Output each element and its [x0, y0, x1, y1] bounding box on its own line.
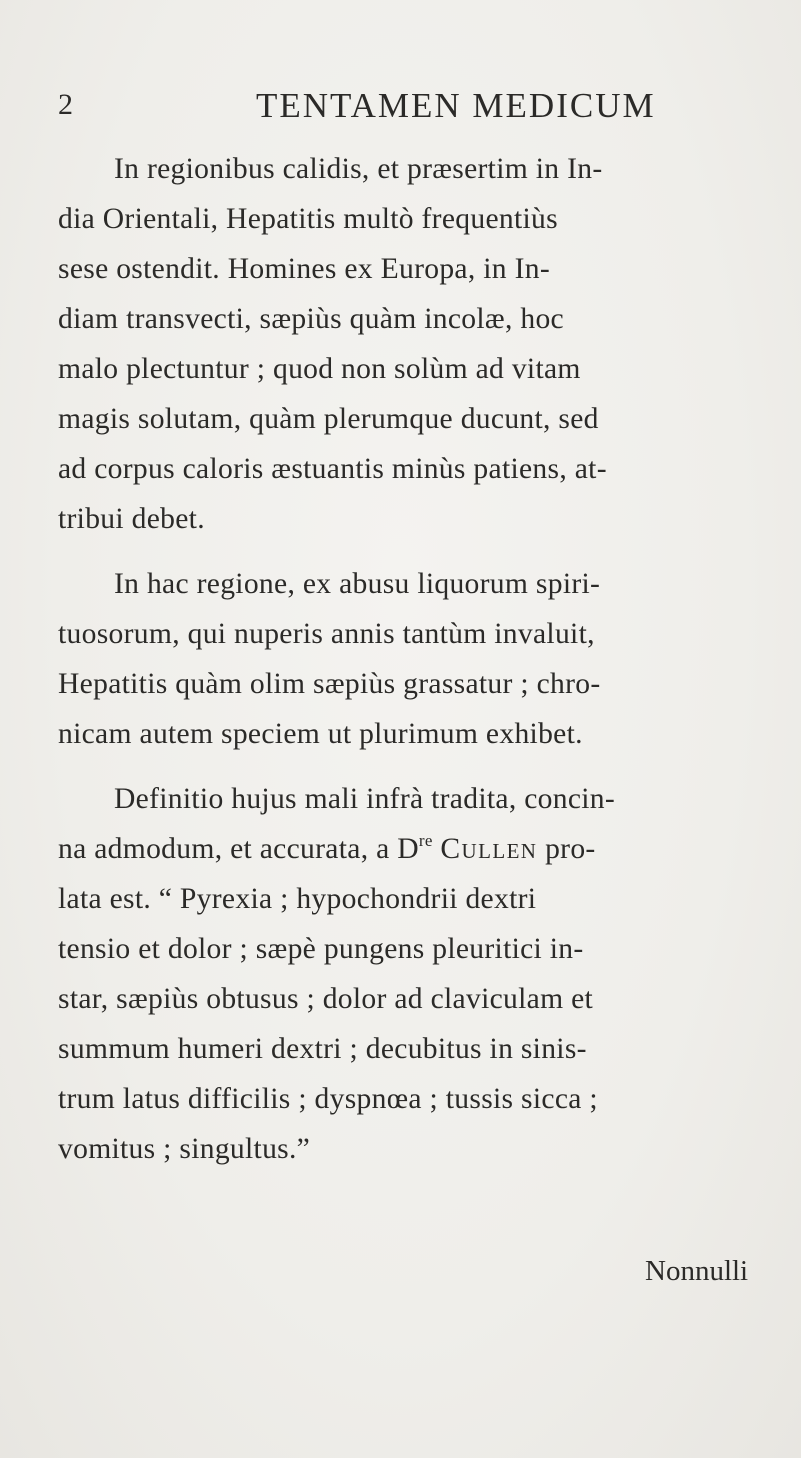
text-line: lata est. “ Pyrexia ; hypochondrii dextri	[58, 883, 537, 915]
text-segment: na admodum, et accurata, a D	[58, 833, 419, 865]
text-line: magis solutam, quàm plerumque ducunt, sed	[58, 403, 599, 435]
text-line: star, sæpiùs obtusus ; dolor ad claviculam et	[58, 983, 594, 1015]
text-line	[58, 824, 794, 874]
paragraph-2	[58, 559, 794, 759]
text-line: summum humeri dextri ; decubitus in sinis-	[58, 1033, 587, 1065]
text-line: In regionibus calidis, et præsertim in In-	[114, 153, 603, 185]
paragraph-1	[58, 144, 794, 544]
page-header	[58, 86, 758, 130]
text-line: trum latus difficilis ; dyspnœa ; tussis sicca ;	[58, 1083, 598, 1115]
author-name: Cullen	[440, 833, 538, 865]
paragraph-3	[58, 774, 794, 1174]
text-line: ad corpus caloris æstuantis minùs patiens, at-	[58, 453, 607, 485]
text-line: nicam autem speciem ut plurimum exhibet.	[58, 718, 583, 750]
page-number: 2	[58, 88, 73, 121]
superscript: re	[418, 831, 433, 850]
text-line: dia Orientali, Hepatitis multò frequentiùs	[58, 203, 558, 235]
text-line: diam transvecti, sæpiùs quàm incolæ, hoc	[58, 303, 564, 335]
text-line: vomitus ; singultus.”	[58, 1133, 311, 1165]
text-line: malo plectuntur ; quod non solùm ad vitam	[58, 353, 581, 385]
running-title: TENTAMEN MEDICUM	[256, 86, 656, 125]
text-segment: pro-	[545, 833, 596, 865]
text-line: tensio et dolor ; sæpè pungens pleuritici in-	[58, 933, 584, 965]
text-line: sese ostendit. Homines ex Europa, in In-	[58, 253, 550, 285]
text-line: Definitio hujus mali infrà tradita, concin-	[114, 783, 616, 815]
text-line: tuosorum, qui nuperis annis tantùm invaluit,	[58, 618, 595, 650]
text-line: tribui debet.	[58, 503, 205, 535]
catchword: Nonnulli	[645, 1255, 749, 1287]
text-line: In hac regione, ex abusu liquorum spiri-	[114, 568, 601, 600]
text-line: Hepatitis quàm olim sæpiùs grassatur ; chro-	[58, 668, 601, 700]
